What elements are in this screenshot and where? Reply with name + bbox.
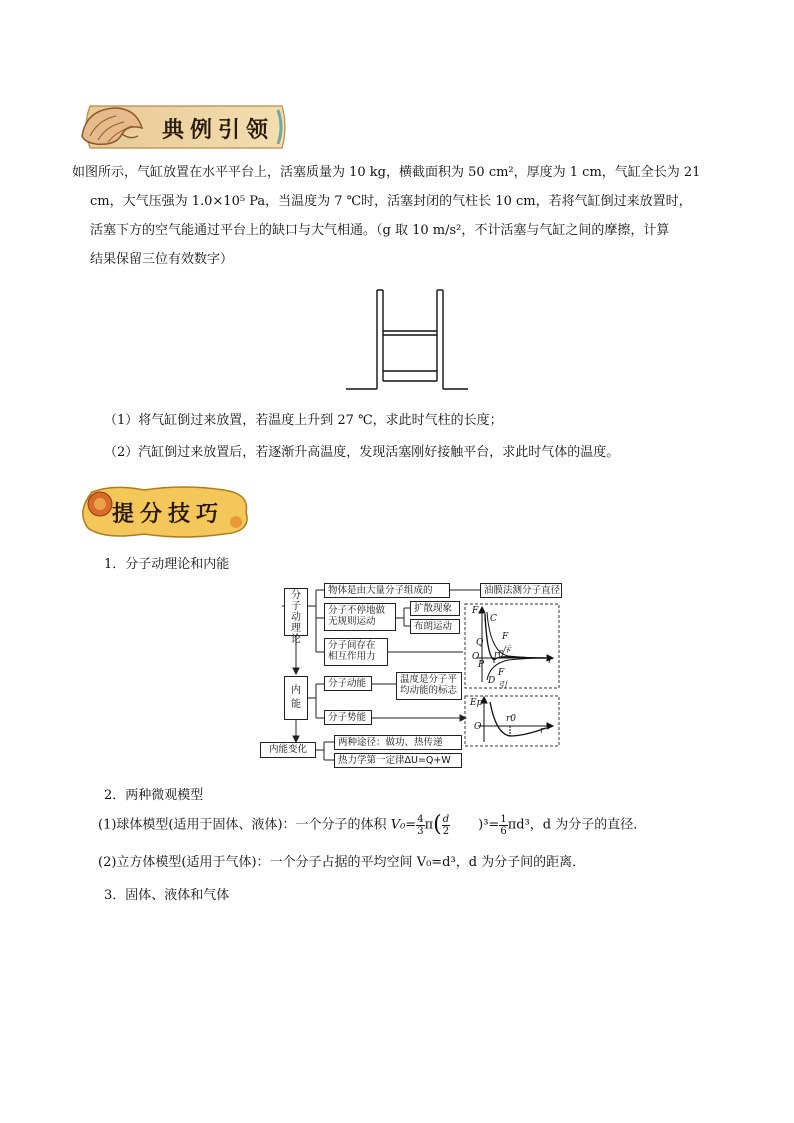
change-node bbox=[260, 742, 316, 758]
r0-label: r0 bbox=[494, 650, 505, 660]
problem-line-2: cm，大气压强为 1.0×10⁵ Pa，当温度为 7 ℃时，活塞封闭的气柱长 10 cm，若将气缸倒过来放置时， bbox=[90, 194, 692, 209]
energy-origin-label: O bbox=[474, 722, 482, 732]
heading-2: 2．两种微观模型 bbox=[104, 788, 204, 803]
diffusion-label: 扩散现象 bbox=[414, 603, 453, 614]
heading-1: 1．分子动理论和内能 bbox=[104, 557, 230, 572]
cylinder-figure bbox=[340, 285, 470, 395]
energy-r-label: r bbox=[540, 726, 545, 736]
intermolecular-force-line-2: 相互作用力 bbox=[328, 651, 376, 662]
oil-film-label: 油膜法测分子直径 bbox=[484, 585, 561, 596]
brownian-box bbox=[410, 619, 460, 634]
left-paren-icon: ( bbox=[433, 812, 442, 837]
problem-line-3: 活塞下方的空气能通过平台上的缺口与大气相通。（g 取 10 m/s²，不计活塞与气缸之间的摩擦，计算 bbox=[90, 223, 670, 238]
intermolecular-force-line-1: 分子间存在 bbox=[328, 640, 376, 651]
brownian-label: 布朗运动 bbox=[414, 621, 453, 632]
question-1: （1）将气缸倒过来放置，若温度上升到 27 ℃，求此时气柱的长度； bbox=[104, 413, 503, 428]
example-banner-title: 典例引领 bbox=[162, 118, 275, 143]
energy-node-label: 内能 bbox=[291, 685, 301, 710]
first-law-label: 热力学第一定律ΔU=Q+W bbox=[338, 755, 451, 766]
energy-r0-label: r0 bbox=[506, 714, 517, 724]
heading-3: 3．固体、液体和气体 bbox=[104, 888, 230, 903]
fraction-d-over-2 bbox=[442, 814, 450, 837]
fraction-one-sixth-numerator: 1 bbox=[500, 813, 507, 825]
volume-symbol: V₀= bbox=[390, 817, 417, 833]
tips-banner bbox=[74, 482, 254, 540]
attraction-label: F引 bbox=[498, 668, 508, 691]
point-q-label: Q bbox=[476, 638, 484, 648]
molecule-composition-box bbox=[324, 583, 450, 598]
point-c-label: C bbox=[490, 614, 497, 624]
ep-axis-label: Ep bbox=[470, 698, 483, 708]
fraction-one-sixth-denominator: 6 bbox=[500, 825, 507, 837]
force-axis-label: F bbox=[472, 606, 479, 616]
conch-shell-icon bbox=[76, 100, 146, 154]
potential-energy-box bbox=[324, 710, 372, 725]
random-motion-line-1: 分子不停地做 bbox=[328, 605, 386, 616]
theory-node bbox=[284, 588, 308, 645]
change-node-label: 内能变化 bbox=[268, 744, 307, 755]
tips-banner-title: 提分技巧 bbox=[112, 502, 225, 527]
point-d-label: D bbox=[488, 676, 496, 686]
repulsion-label: F斥 bbox=[502, 632, 512, 655]
random-motion-line-2: 无规则运动 bbox=[328, 616, 376, 627]
question-2: （2）汽缸倒过来放置后，若逐渐升高温度，发现活塞刚好接触平台，求此时气体的温度。 bbox=[104, 445, 620, 460]
cube-model: (2)立方体模型(适用于气体)：一个分子占据的平均空间 V₀=d³，d 为分子间的距离． bbox=[98, 855, 586, 870]
fraction-one-sixth bbox=[499, 814, 507, 837]
fraction-four-thirds bbox=[416, 814, 424, 837]
problem-line-1: 如图所示，气缸放置在水平平台上，活塞质量为 10 kg，横截面积为 50 cm²，厚度为 1 cm，气缸全长为 21 bbox=[72, 165, 701, 180]
random-motion-box bbox=[324, 603, 396, 631]
kinetic-energy-label: 分子动能 bbox=[328, 678, 367, 689]
pi-symbol: π bbox=[424, 817, 434, 833]
two-ways-label: 两种途径：做功、热传递 bbox=[338, 737, 443, 748]
temperature-box bbox=[396, 672, 462, 700]
problem-text bbox=[72, 158, 732, 274]
temperature-line-1: 温度是分子平 bbox=[400, 674, 458, 685]
sphere-model bbox=[98, 810, 646, 841]
fraction-four-thirds-denominator: 3 bbox=[417, 825, 424, 837]
temperature-line-2: 均动能的标志 bbox=[400, 685, 458, 696]
oil-film-box bbox=[480, 583, 562, 598]
sphere-model-tail: πd³，d 为分子的直径． bbox=[507, 817, 647, 833]
two-ways-box bbox=[334, 735, 462, 750]
example-banner bbox=[78, 100, 290, 154]
fraction-d-numerator: d bbox=[442, 813, 450, 825]
concept-map bbox=[258, 576, 562, 772]
origin-label: O bbox=[472, 652, 480, 662]
sphere-model-text: (1)球体模型(适用于固体、液体)：一个分子的体积 bbox=[98, 817, 387, 833]
point-p-label: P bbox=[478, 660, 485, 670]
fraction-d-denominator: 2 bbox=[442, 825, 450, 837]
kinetic-energy-box bbox=[324, 676, 372, 691]
power-equals: )³= bbox=[478, 817, 500, 833]
problem-line-4: 结果保留三位有效数字） bbox=[90, 252, 234, 267]
r-axis-label: r bbox=[548, 656, 553, 666]
intermolecular-force-box bbox=[324, 638, 388, 666]
theory-node-label: 分子动理论 bbox=[291, 590, 301, 645]
fraction-four-thirds-numerator: 4 bbox=[417, 813, 424, 825]
molecule-composition-label: 物体是由大量分子组成的 bbox=[328, 585, 433, 596]
first-law-box bbox=[334, 753, 462, 768]
diffusion-box bbox=[410, 601, 460, 616]
potential-energy-label: 分子势能 bbox=[328, 712, 367, 723]
energy-node bbox=[284, 676, 308, 720]
